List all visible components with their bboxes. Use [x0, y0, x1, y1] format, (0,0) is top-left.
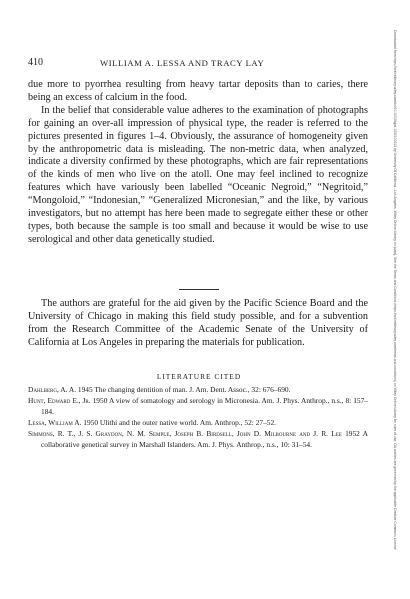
running-head: WILLIAM A. LESSA AND TRACY LAY [100, 58, 265, 68]
acknowledgment-paragraph: The authors are grateful for the aid given by the Pacific Science Board and the University of Chicago in making this field study possible, and for a subvention from the Research Committee of the Academic Senate of the University of California at Los Angeles in preparing the materials for publication. [28, 298, 368, 348]
body-paragraph: due more to pyorrhea resulting from heavy tartar deposits than to caries, there being an excess of calcium in the food. [28, 79, 368, 103]
section-divider [179, 289, 219, 290]
reference-entry [28, 396, 368, 417]
reference-text: 1945 The changing dentition of man. J. Am. Dent. Assoc., 32: 676–690. [77, 385, 291, 394]
page-number: 410 [28, 57, 43, 68]
reference-author: Lessa, William A. [28, 417, 82, 427]
reference-text: 1950 Ulithi and the outer native world. Am. Anthrop., 52: 27–52. [83, 417, 277, 427]
reference-author: Dahlberg, A. A. [28, 385, 77, 394]
reference-entry [28, 429, 368, 450]
reference-text: 1950 A view of somatology and serology in Micronesia. Am. J. Phys. Anthrop., n.s., 8: 157–184. [41, 396, 368, 416]
reference-author: Simmons, R. T., J. S. Graydon, N. M. Semple, Joseph B. Birdsell, John D. Milbourne and J. R. Lee [28, 429, 342, 439]
body-paragraph: In the belief that considerable value adheres to the examination of photographs for gaining an over-all impression of physical type, the reader is referred to the pictures presented in figures 1–4. Obviously, the assurance of homogeneity given by the anthropometric data is misleading. The non-metric data, when analyzed, indicate a diversity confirmed by these photographs, which are fair representations of the kinds of men who live on the atoll. One may feel inclined to recognize features which have variously been labelled “Oceanic Negroid,” “Negritoid,” “Mongoloid,” “Indonesian,” “Generalized Micronesian,” and the like, by various investigators, but no attempt has here been made to segregate either these or other types, both because the sample is too small and because it would be wise to use serological and other data genetically studied. [28, 104, 368, 245]
body-text [28, 79, 368, 247]
reference-text: 1952 A collaborative genetical survey in Marshall Islanders. Am. J. Phys. Anthrop., n.s., 10: 31–54. [41, 429, 368, 449]
reference-author: Hunt, Edward E., Jr. [28, 396, 91, 406]
acknowledgment [28, 298, 368, 350]
reference-entry [28, 418, 368, 429]
download-notice [388, 30, 400, 570]
reference-entry [28, 385, 368, 396]
reference-list [28, 385, 368, 451]
literature-cited-heading: LITERATURE CITED [156, 372, 242, 381]
download-notice-text: Downloaded from https://onlinelibrary.wiley.com/doi/10.1002/ajpa.1330100313 by University Of California - Los Angeles, Wiley Online Library on [date]. See the Terms and Conditions (https://onlinelibrary.wiley.com/terms-and-conditions) on Wiley Online Library for rules of use; OA articles are governed by the applicable Creative Commons License [393, 30, 397, 550]
